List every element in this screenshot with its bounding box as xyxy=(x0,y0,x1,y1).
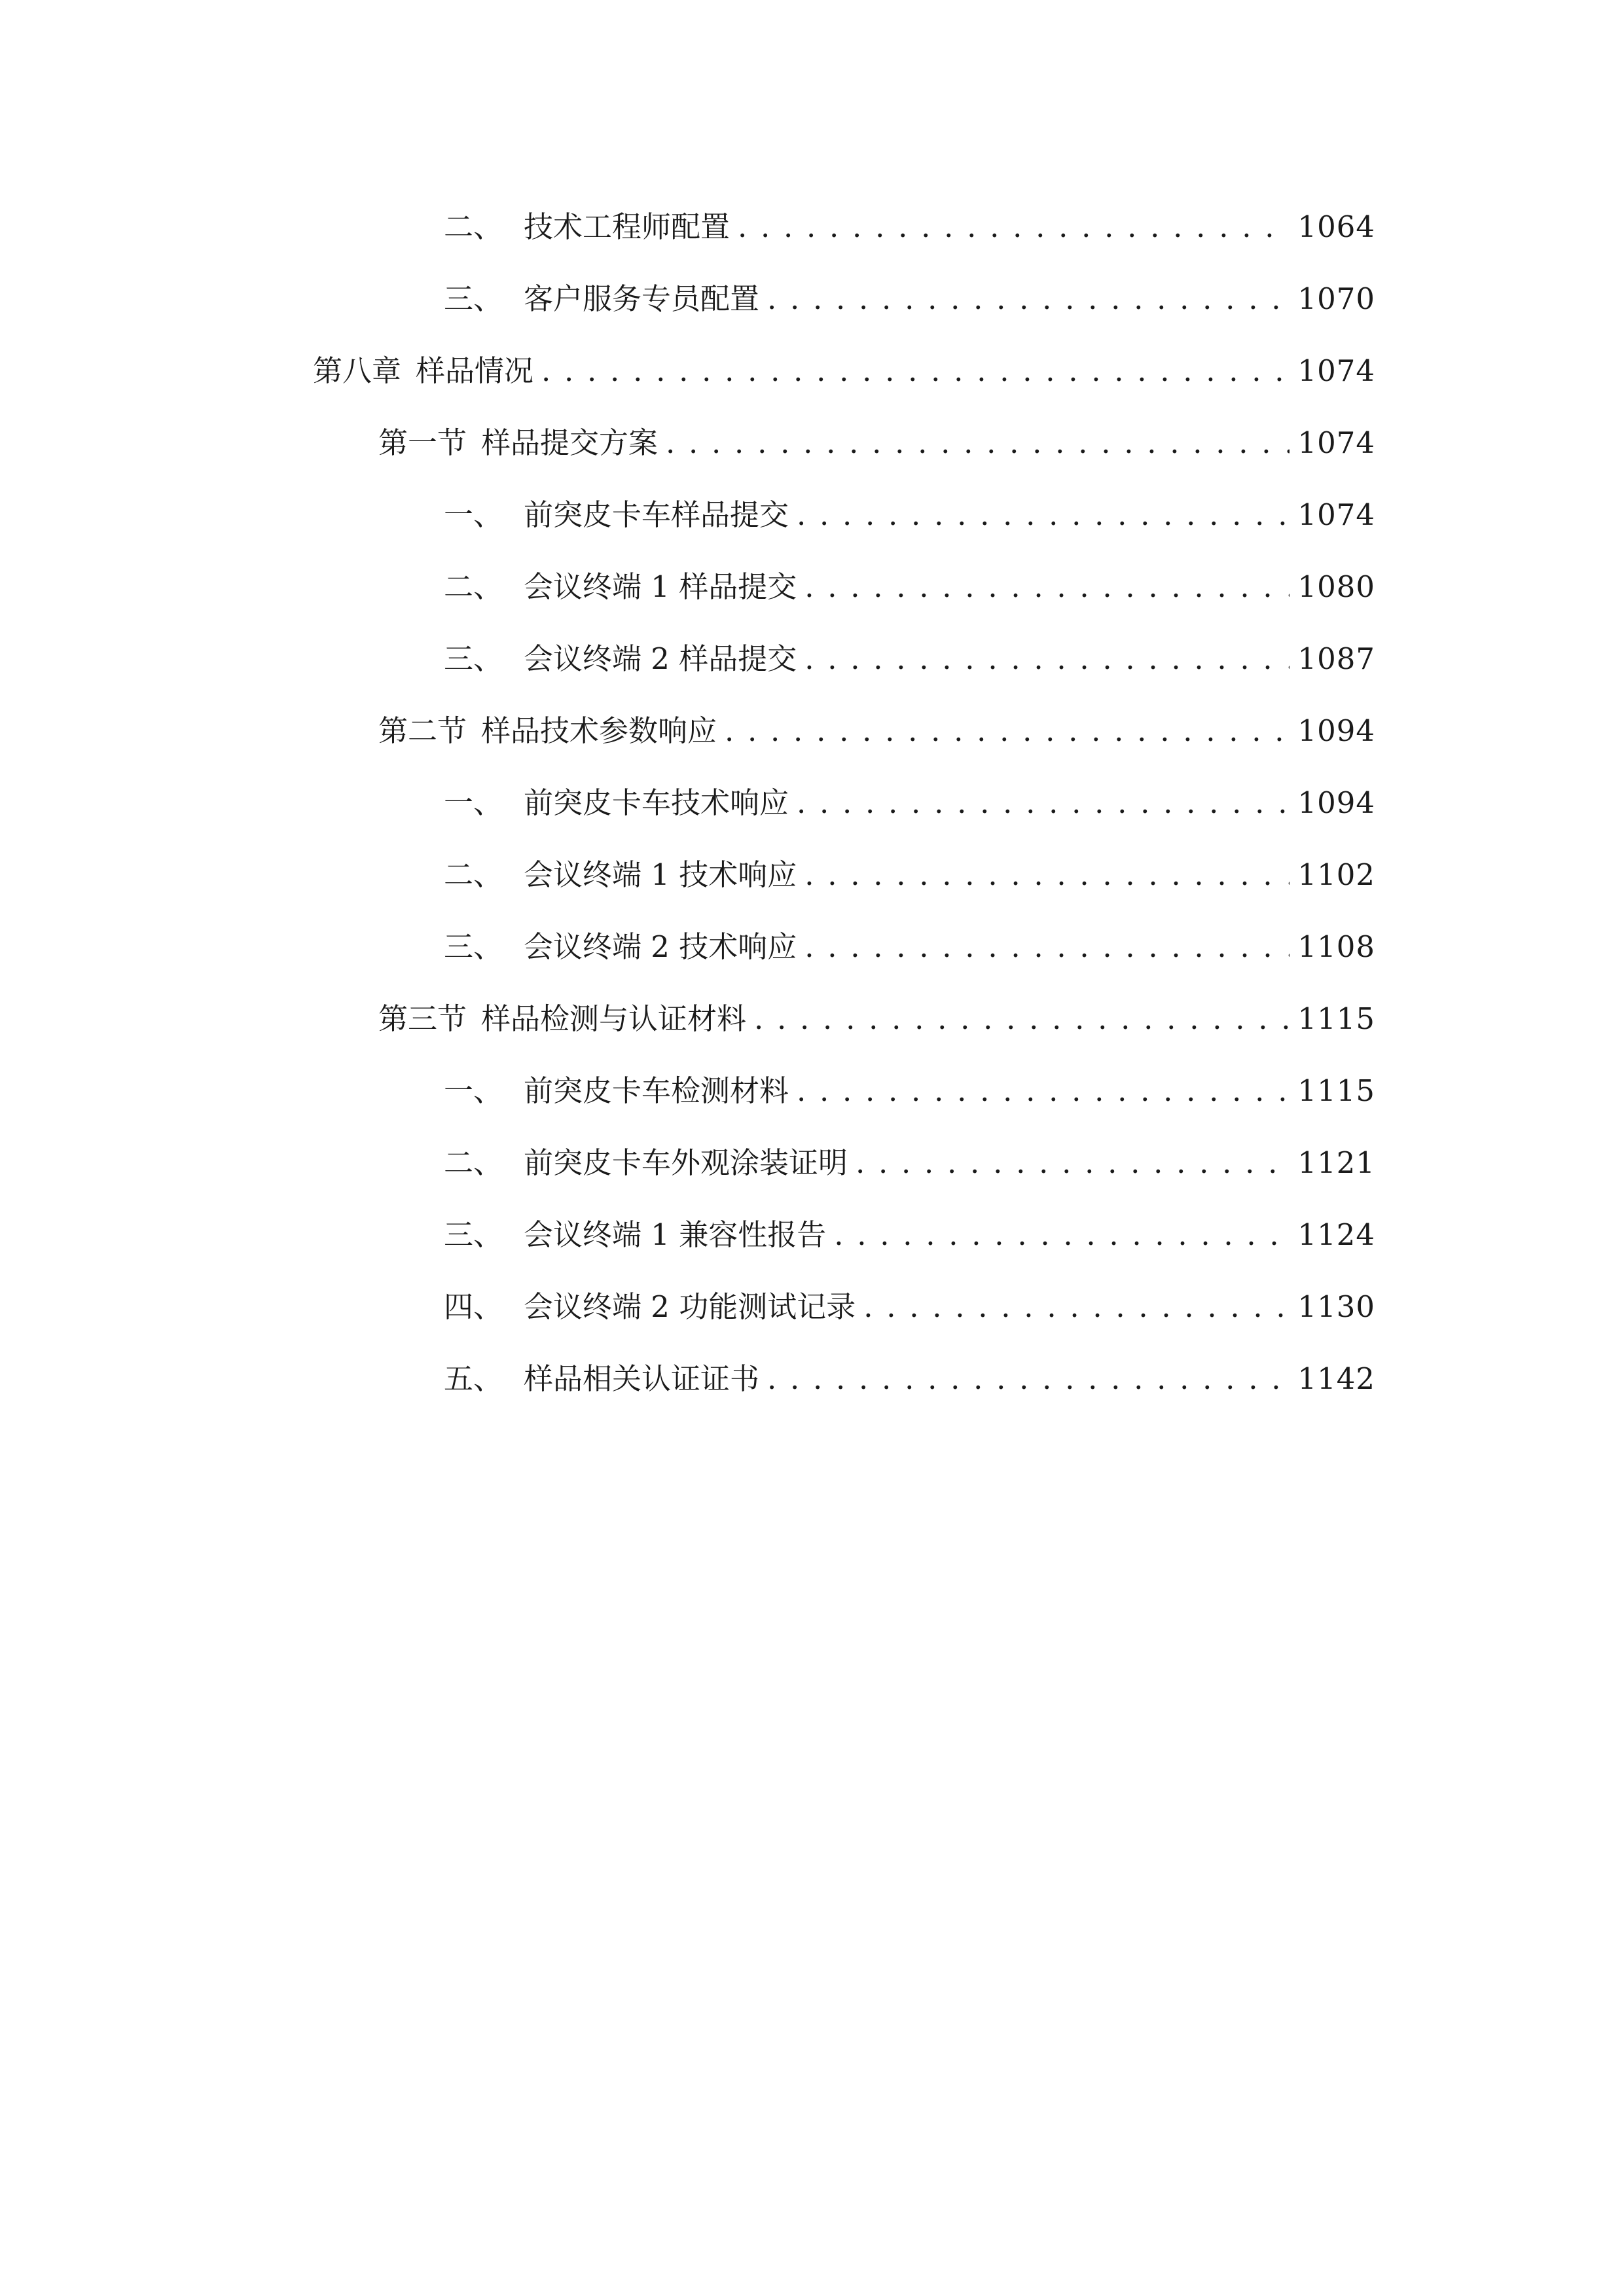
toc-entry-number: 三、 xyxy=(444,1217,503,1252)
dot-leader xyxy=(765,1353,1290,1405)
toc-entry-page: 1124 xyxy=(1297,1217,1375,1252)
toc-entry-pickup-paint[interactable] xyxy=(444,1137,1375,1189)
toc-entry-title: 会议终端 1 样品提交 xyxy=(524,569,797,604)
toc-entry-number: 二、 xyxy=(444,857,503,892)
toc-entry-number: 三、 xyxy=(444,281,503,316)
toc-entry-page: 1121 xyxy=(1297,1145,1375,1180)
toc-entry-title: 样品情况 xyxy=(416,353,534,388)
toc-entry-page: 1087 xyxy=(1297,641,1375,676)
dot-leader xyxy=(722,705,1290,757)
toc-entry-page: 1130 xyxy=(1297,1289,1375,1324)
toc-entry-number: 二、 xyxy=(444,569,503,604)
dot-leader xyxy=(861,1281,1290,1333)
toc-entry-tech-engineer[interactable] xyxy=(444,201,1375,253)
toc-entry-page: 1142 xyxy=(1297,1361,1375,1396)
toc-entry-page: 1115 xyxy=(1297,1001,1375,1036)
toc-entry-title: 会议终端 2 功能测试记录 xyxy=(524,1289,856,1324)
toc-entry-number: 四、 xyxy=(444,1289,503,1324)
toc-entry-page: 1074 xyxy=(1297,425,1375,460)
toc-entry-title: 前突皮卡车检测材料 xyxy=(524,1073,789,1108)
toc-entry-title: 客户服务专员配置 xyxy=(524,281,760,316)
toc-entry-title: 样品技术参数响应 xyxy=(481,713,717,748)
toc-entry-terminal2-sample[interactable] xyxy=(444,633,1375,685)
toc-section-label: 第一节 xyxy=(378,425,467,460)
toc-entry-terminal1-compat[interactable] xyxy=(444,1209,1375,1261)
dot-leader xyxy=(794,1065,1290,1117)
toc-entry-page: 1074 xyxy=(1297,497,1375,532)
toc-chapter-label: 第八章 xyxy=(313,353,402,388)
toc-section-label: 第三节 xyxy=(378,1001,467,1036)
toc-entry-certificates[interactable] xyxy=(444,1353,1375,1405)
toc-entry-number: 一、 xyxy=(444,785,503,820)
toc-entry-page: 1094 xyxy=(1297,785,1375,820)
toc-entry-page: 1070 xyxy=(1297,281,1375,316)
toc-entry-title: 前突皮卡车外观涂装证明 xyxy=(524,1145,848,1180)
toc-entry-title: 技术工程师配置 xyxy=(524,209,731,244)
toc-entry-terminal2-tech[interactable] xyxy=(444,921,1375,973)
toc-entry-number: 一、 xyxy=(444,497,503,532)
toc-entry-title: 样品提交方案 xyxy=(481,425,659,460)
dot-leader xyxy=(794,777,1290,829)
toc-entry-number: 二、 xyxy=(444,1145,503,1180)
toc-entry-page: 1094 xyxy=(1297,713,1375,748)
toc-entry-pickup-sample[interactable] xyxy=(444,489,1375,541)
toc-entry-page: 1108 xyxy=(1297,929,1375,964)
dot-leader xyxy=(802,921,1290,973)
toc-section-3[interactable] xyxy=(378,993,1375,1045)
toc-entry-title: 会议终端 2 样品提交 xyxy=(524,641,797,676)
toc-entry-page: 1064 xyxy=(1297,209,1375,244)
toc-section-1[interactable] xyxy=(378,417,1375,469)
toc-section-label: 第二节 xyxy=(378,713,467,748)
toc-entry-terminal2-func[interactable] xyxy=(444,1281,1375,1333)
toc-entry-page: 1115 xyxy=(1297,1073,1375,1108)
dot-leader xyxy=(794,489,1290,541)
toc-section-2[interactable] xyxy=(378,705,1375,757)
dot-leader xyxy=(751,993,1290,1045)
dot-leader xyxy=(539,345,1290,397)
toc-entry-title: 样品检测与认证材料 xyxy=(481,1001,747,1036)
toc-entry-title: 前突皮卡车样品提交 xyxy=(524,497,789,532)
dot-leader xyxy=(663,417,1290,469)
dot-leader xyxy=(802,561,1290,613)
toc-entry-title: 样品相关认证证书 xyxy=(524,1361,760,1396)
toc-entry-title: 前突皮卡车技术响应 xyxy=(524,785,789,820)
toc-entry-page: 1074 xyxy=(1297,353,1375,388)
toc-entry-terminal1-sample[interactable] xyxy=(444,561,1375,613)
dot-leader xyxy=(831,1209,1290,1261)
toc-entry-number: 三、 xyxy=(444,641,503,676)
toc-entry-title: 会议终端 1 技术响应 xyxy=(524,857,797,892)
toc-entry-pickup-test[interactable] xyxy=(444,1065,1375,1117)
toc-entry-number: 三、 xyxy=(444,929,503,964)
toc-entry-page: 1080 xyxy=(1297,569,1375,604)
toc-entry-number: 五、 xyxy=(444,1361,503,1396)
toc-entry-pickup-tech[interactable] xyxy=(444,777,1375,829)
toc-entry-number: 一、 xyxy=(444,1073,503,1108)
toc-entry-terminal1-tech[interactable] xyxy=(444,849,1375,901)
toc-entry-title: 会议终端 1 兼容性报告 xyxy=(524,1217,827,1252)
dot-leader xyxy=(765,273,1290,325)
toc-entry-page: 1102 xyxy=(1297,857,1375,892)
dot-leader xyxy=(802,849,1290,901)
dot-leader xyxy=(853,1137,1290,1189)
toc-entry-customer-service[interactable] xyxy=(444,273,1375,325)
toc-chapter-8[interactable] xyxy=(313,345,1375,397)
dot-leader xyxy=(802,633,1290,685)
dot-leader xyxy=(735,201,1290,253)
toc-entry-title: 会议终端 2 技术响应 xyxy=(524,929,797,964)
toc-entry-number: 二、 xyxy=(444,209,503,244)
